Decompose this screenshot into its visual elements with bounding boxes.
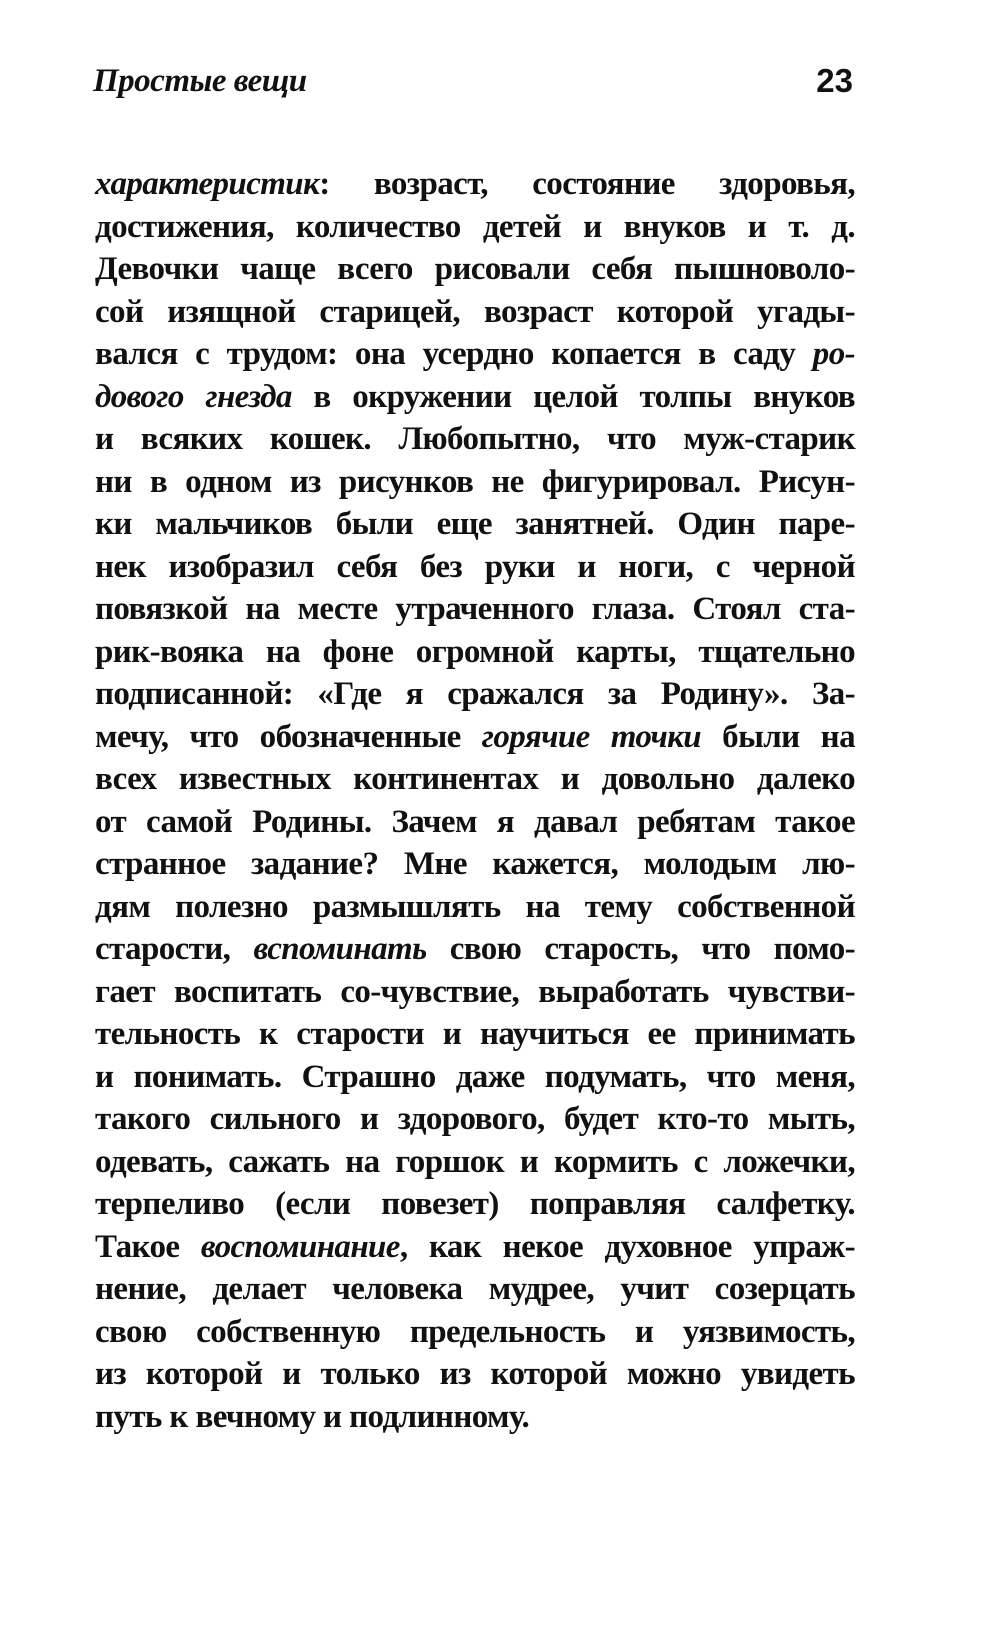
text-line <box>95 631 855 674</box>
text-line <box>95 588 855 631</box>
text-line <box>95 1226 855 1269</box>
text-line <box>95 248 855 291</box>
text-line <box>95 1311 855 1354</box>
text-segment: одевать, сажать на горшок и кормить с ложечки, <box>95 1143 855 1180</box>
text-segment: странное задание? Мне кажется, молодым лю- <box>95 846 855 882</box>
italic-text: горячие точки <box>481 718 702 755</box>
text-segment: рик-вояка на фоне огромной карты, тщательно <box>95 633 855 670</box>
text-segment: нек изобразил себя без руки и ноги, с черной <box>95 548 855 585</box>
text-line <box>95 1268 855 1311</box>
text-line <box>95 333 855 376</box>
text-line <box>95 843 855 886</box>
text-line <box>95 163 855 206</box>
text-line <box>95 546 855 589</box>
text-segment: сой изящной старицей, возраст которой угады- <box>95 293 855 330</box>
italic-text: дового гнезда <box>95 378 292 415</box>
text-line <box>95 886 855 929</box>
page-number: 23 <box>816 62 853 99</box>
text-segment: достижения, количество детей и внуков и т. д. <box>95 208 855 245</box>
text-segment: : возраст, состояние здоровья, <box>319 166 855 202</box>
text-segment: такого сильного и здорового, будет кто-то мыть, <box>95 1101 855 1137</box>
text-segment: из которой и только из которой можно увидеть <box>95 1356 855 1392</box>
text-segment: терпеливо (если повезет) поправляя салфетку. <box>95 1186 855 1222</box>
text-line <box>95 673 855 716</box>
text-segment: свою собственную предельность и уязвимость, <box>95 1313 855 1350</box>
text-segment: мечу, что обозначенные <box>95 718 482 755</box>
text-segment: дям полезно размышлять на тему собственной <box>95 888 855 925</box>
text-line <box>95 928 855 971</box>
italic-text: вспоминать <box>253 931 427 967</box>
text-segment: повязкой на месте утраченного глаза. Стоял ста- <box>95 591 855 627</box>
text-segment: и понимать. Страшно даже подумать, что меня, <box>95 1058 855 1095</box>
text-line <box>95 758 855 801</box>
running-title: Простые вещи <box>93 63 307 99</box>
text-segment: путь к вечному и подлинному. <box>95 1398 530 1435</box>
text-segment: от самой Родины. Зачем я давал ребятам такое <box>95 803 855 840</box>
text-segment: вался с трудом: она усердно копается в саду <box>95 336 813 372</box>
text-segment: тельность к старости и научиться ее принимать <box>95 1016 855 1052</box>
text-line <box>95 206 855 249</box>
text-segment: свою старость, что помо- <box>426 931 855 967</box>
text-segment: Девочки чаще всего рисовали себя пышноволо- <box>95 251 855 287</box>
text-segment: , как некое духовное упраж- <box>399 1228 855 1265</box>
text-segment: были на <box>701 718 855 755</box>
text-line <box>95 801 855 844</box>
text-line <box>95 503 855 546</box>
text-line <box>95 1141 855 1184</box>
text-line <box>95 1353 855 1396</box>
text-line <box>95 291 855 334</box>
italic-text: ро- <box>812 336 855 372</box>
text-segment: старости, <box>95 931 254 967</box>
text-line <box>95 716 855 759</box>
text-segment: всех известных континентах и довольно далеко <box>95 761 855 797</box>
text-line <box>95 1013 855 1056</box>
text-segment: в окружении целой толпы внуков <box>291 378 856 415</box>
text-line <box>95 376 855 419</box>
italic-text: воспоминание <box>200 1228 400 1265</box>
text-line <box>95 1183 855 1226</box>
body-text <box>95 163 855 1438</box>
text-segment: ки мальчиков были еще занятней. Один паре- <box>95 506 855 542</box>
text-segment: гает воспитать со-чувствие, выработать чувстви- <box>95 973 855 1010</box>
running-header <box>93 56 853 106</box>
italic-text: характеристик <box>95 166 320 202</box>
text-line <box>95 1396 855 1439</box>
text-segment: Такое <box>95 1228 201 1265</box>
text-line <box>95 1098 855 1141</box>
text-segment: подписанной: «Где я сражался за Родину». За- <box>95 676 855 712</box>
text-line <box>95 1056 855 1099</box>
text-line <box>95 461 855 504</box>
text-line <box>95 418 855 461</box>
text-segment: ни в одном из рисунков не фигурировал. Рисун- <box>95 463 855 500</box>
text-segment: нение, делает человека мудрее, учит созерцать <box>95 1271 855 1307</box>
text-line <box>95 971 855 1014</box>
text-segment: и всяких кошек. Любопытно, что муж-старик <box>95 421 855 457</box>
